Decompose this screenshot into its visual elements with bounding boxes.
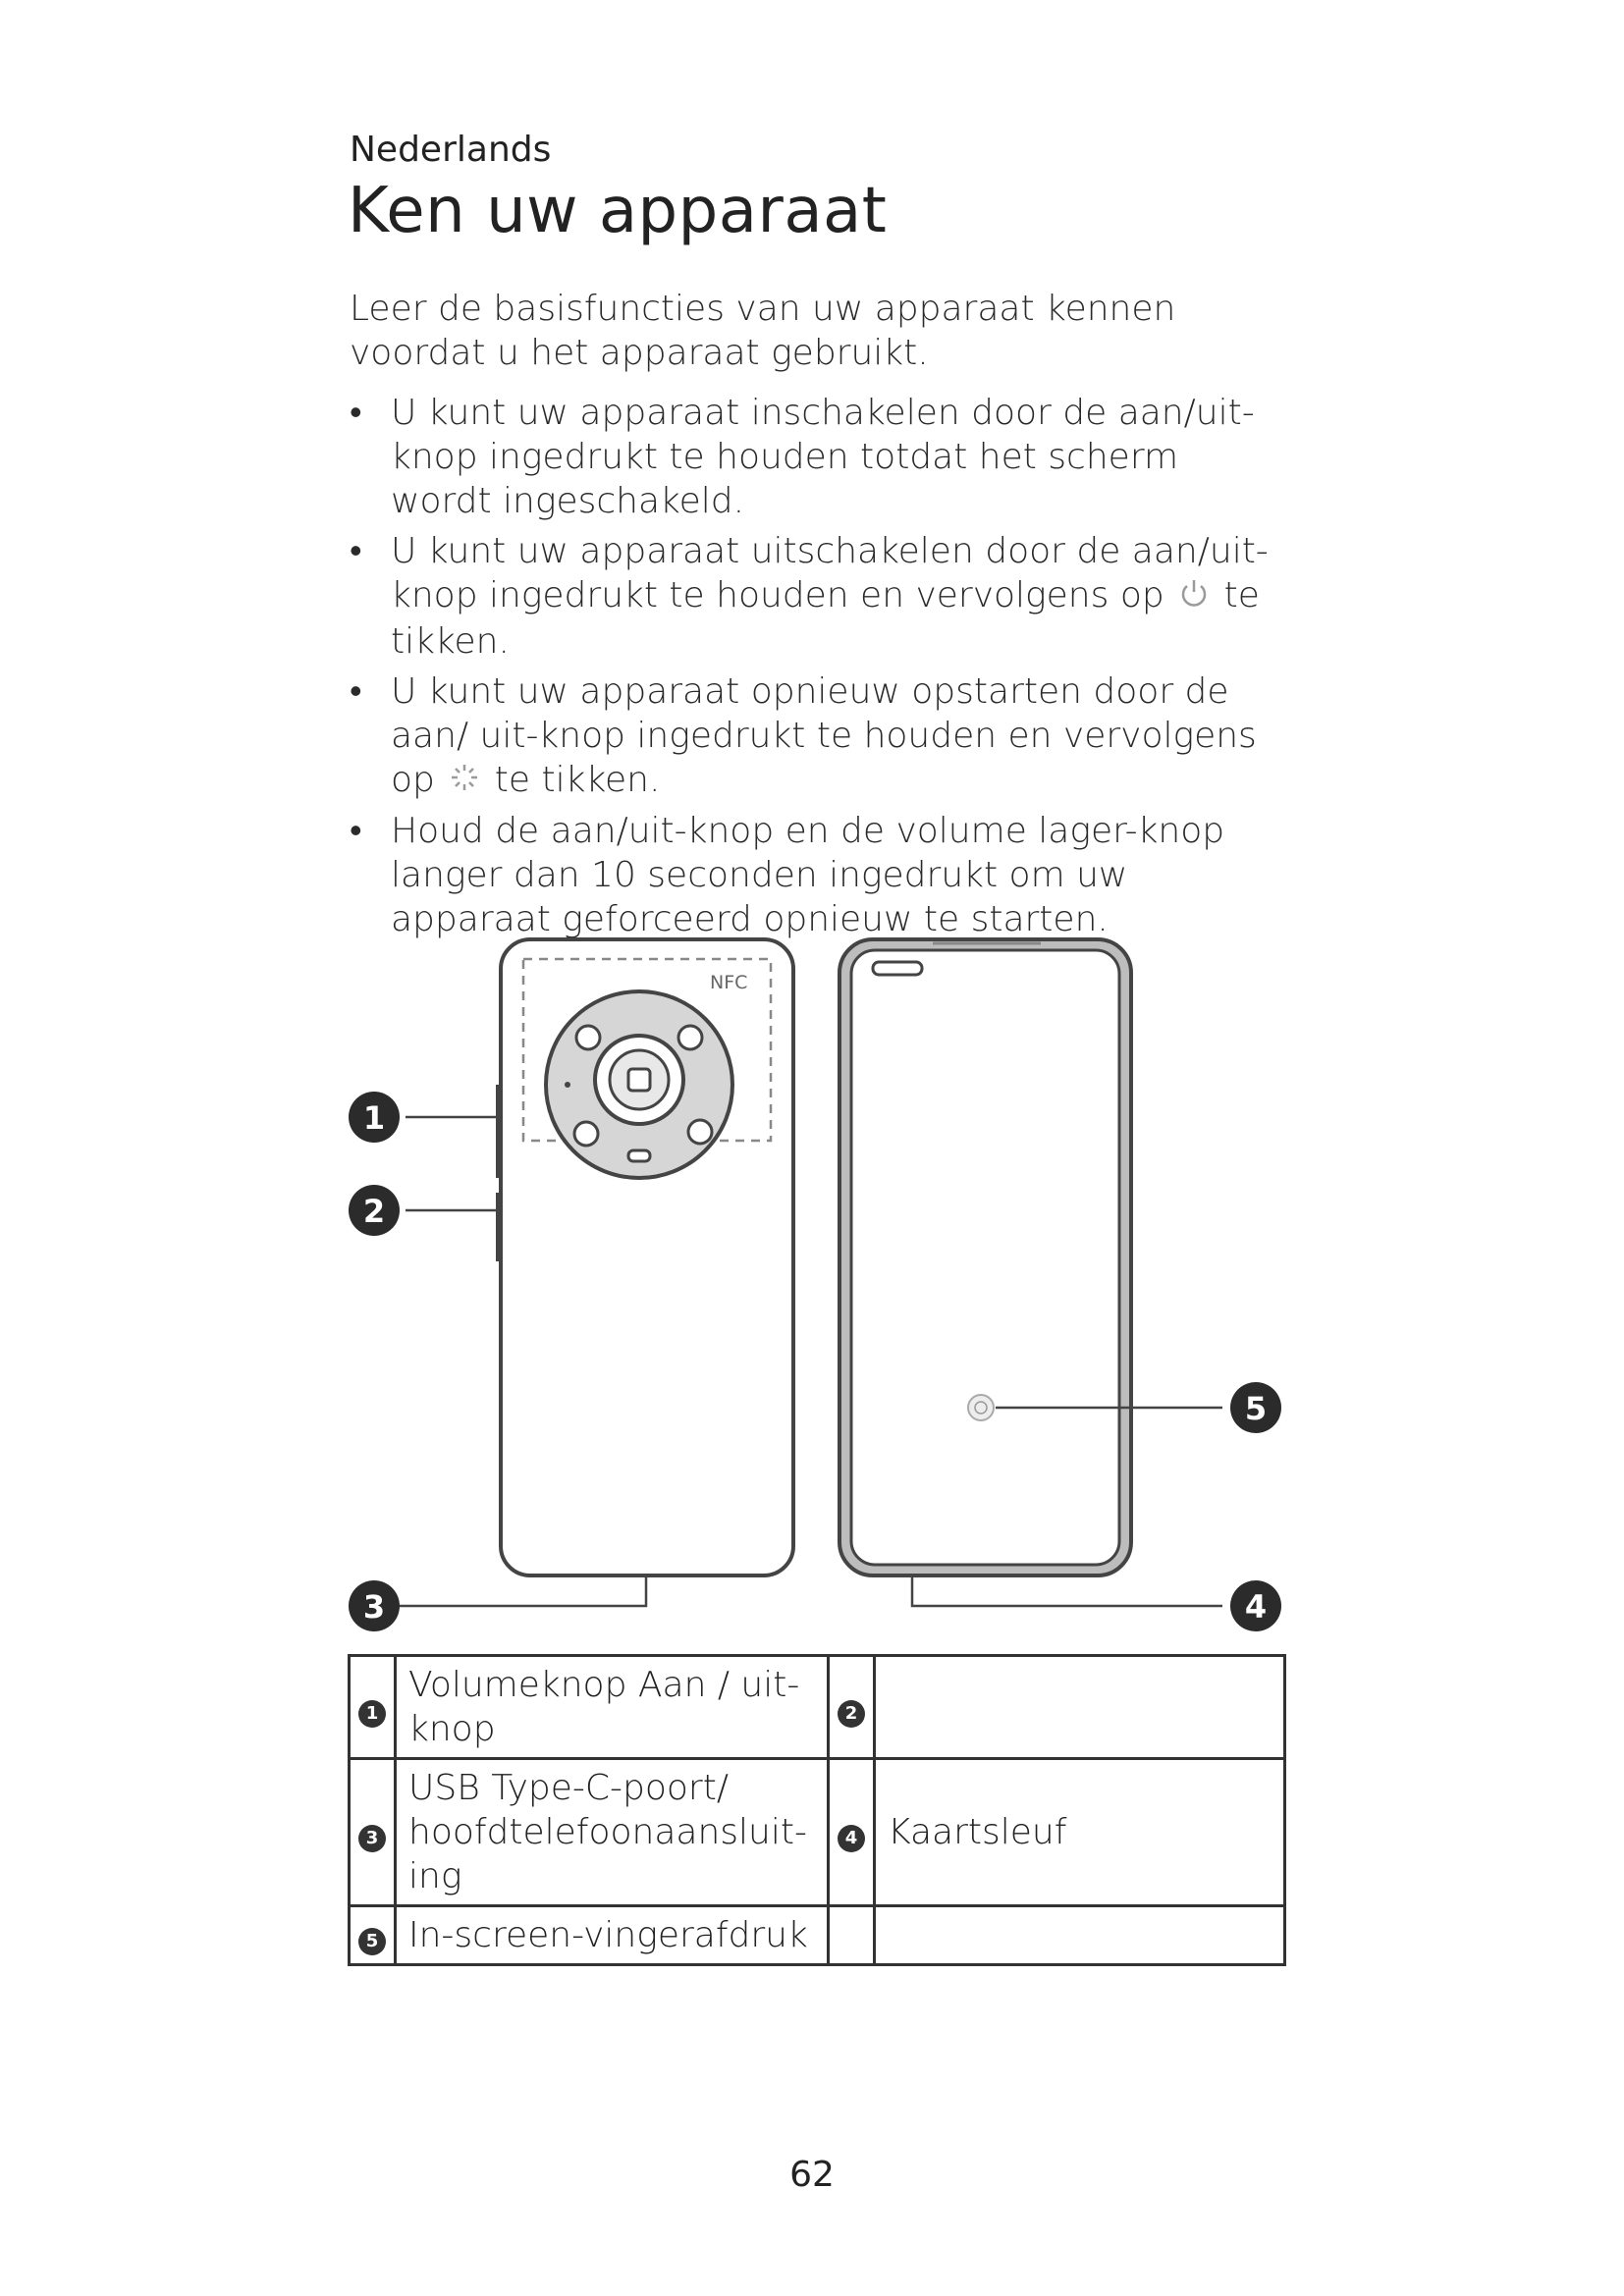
bullet-dot: • (350, 670, 362, 712)
table-row (350, 1759, 1285, 1906)
legend-num: 5 (350, 1906, 396, 1965)
bullet-text-after: te tikken. (391, 575, 1260, 662)
bullet-text: Houd de aan/uit-knop en de volume lager-knop langer dan 10 seconden ingedrukt om uw apparaat geforceerd opnieuw te starten. (391, 811, 1225, 939)
callout-4 (1230, 1580, 1281, 1631)
legend-num: 2 (829, 1656, 875, 1759)
page-number: 62 (789, 2155, 835, 2195)
svg-text:3: 3 (362, 1588, 386, 1626)
legend-table (348, 1654, 1286, 1966)
bullet-text-after: te tikken. (494, 759, 661, 800)
callout-2 (349, 1185, 400, 1236)
table-row (350, 1656, 1285, 1759)
intro-paragraph: Leer de basisfuncties van uw apparaat kennen voordat u het apparaat gebruikt. (350, 289, 1176, 373)
bullet-text-before: U kunt uw apparaat opnieuw opstarten door de aan/ uit-knop ingedrukt te houden en vervolgens op (391, 670, 1257, 800)
bullet-dot: • (350, 393, 362, 433)
legend-text (875, 1656, 1285, 1759)
legend-text: In-screen-vingerafdruk (396, 1906, 829, 1965)
svg-text:4: 4 (1244, 1588, 1268, 1626)
svg-text:1: 1 (362, 1099, 386, 1137)
page-title: Ken uw apparaat (348, 175, 888, 247)
callout-5 (1230, 1382, 1281, 1433)
language-label: Nederlands (350, 130, 552, 170)
bullet-text: U kunt uw apparaat inschakelen door de aan/uit-knop ingedrukt te houden totdat het scherm wordt ingeschakeld. (391, 393, 1255, 521)
legend-text: Volumeknop Aan / uit-knop (396, 1656, 829, 1759)
fingerprint-sensor-icon (968, 1395, 994, 1420)
legend-text (875, 1906, 1285, 1965)
legend-text: Kaartsleuf (875, 1759, 1285, 1906)
svg-text:2: 2 (362, 1193, 386, 1230)
phone-front (839, 939, 1131, 1575)
legend-num: 3 (350, 1759, 396, 1906)
svg-text:5: 5 (1244, 1390, 1268, 1427)
bullet-text-before: U kunt uw apparaat uitschakelen door de aan/uit-knop ingedrukt te houden en vervolgens op (391, 531, 1269, 615)
table-row (350, 1906, 1285, 1965)
bullet-dot: • (350, 811, 362, 851)
callout-3 (349, 1580, 400, 1631)
legend-text: USB Type-C-poort/ hoofdtelefoonaansluit- ing (396, 1759, 829, 1906)
callout-1 (349, 1092, 400, 1143)
legend-num: 1 (350, 1656, 396, 1759)
camera-module (546, 991, 732, 1178)
legend-num (829, 1906, 875, 1965)
legend-num: 4 (829, 1759, 875, 1906)
nfc-label: NFC (710, 972, 748, 993)
bullet-dot: • (350, 531, 362, 571)
